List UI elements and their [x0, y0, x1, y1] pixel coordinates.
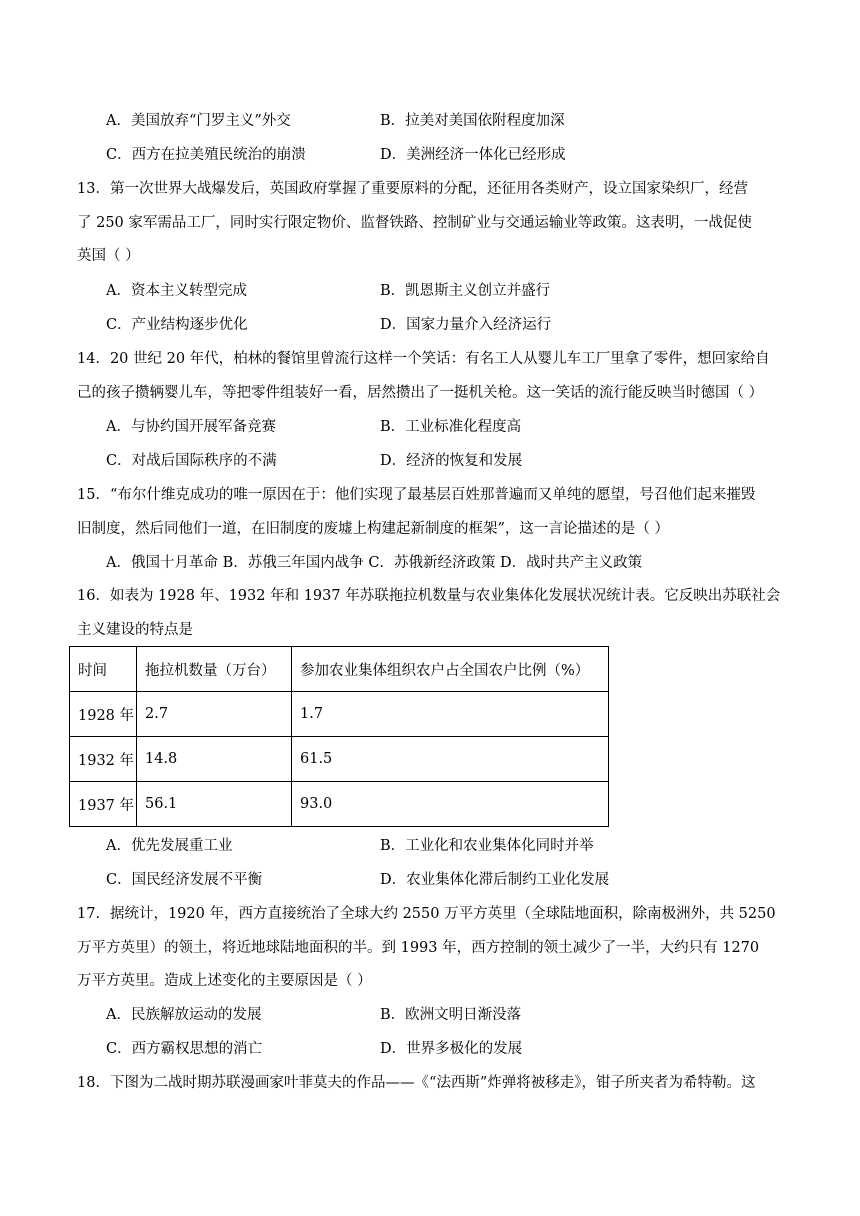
q16-option-b[interactable]: B．工业化和农业集体化同时并举: [380, 838, 594, 854]
q12-option-c[interactable]: C．西方在拉美殖民统治的崩溃: [106, 147, 306, 163]
q16-option-a[interactable]: A．优先发展重工业: [106, 838, 233, 854]
q14-stem-line-2: 己的孩子攒辆婴儿车，等把零件组装好一看，居然攒出了一挺机关枪。这一笑话的流行能反映当时德国（ ）: [77, 385, 764, 401]
q13-stem-line-1: 13．第一次世界大战爆发后，英国政府掌握了重要原料的分配，还征用各类财产，设立国家染织厂，经营: [77, 181, 748, 197]
q14-stem-line-1: 14．20 世纪 20 年代，柏林的餐馆里曾流行这样一个笑话：有名工人从婴儿车工厂里拿了零件，想回家给自: [77, 351, 770, 367]
q14-option-c[interactable]: C．对战后国际秩序的不满: [106, 453, 277, 469]
q12-option-a[interactable]: A．美国放弃“门罗主义”外交: [106, 113, 291, 129]
table-cell: 61.5: [292, 737, 609, 782]
q16-stem-line-1: 16．如表为 1928 年、1932 年和 1937 年苏联拖拉机数量与农业集体化发展状况统计表。它反映出苏联社会: [77, 588, 781, 604]
q16-stem-line-2: 主义建设的特点是: [77, 622, 193, 638]
q13-option-c[interactable]: C．产业结构逐步优化: [106, 317, 248, 333]
table-row: [70, 737, 609, 782]
table-cell: 93.0: [292, 782, 609, 827]
table-cell: 56.1: [137, 782, 292, 827]
q14-option-b[interactable]: B．工业标准化程度高: [380, 419, 522, 435]
q17-option-b[interactable]: B．欧洲文明日渐没落: [380, 1007, 522, 1023]
q14-option-d[interactable]: D．经济的恢复和发展: [380, 453, 523, 469]
table-cell: 1932 年: [70, 737, 137, 782]
q15-options[interactable]: A．俄国十月革命 B．苏俄三年国内战争 C．苏俄新经济政策 D．战时共产主义政策: [106, 555, 643, 571]
q17-stem-line-2: 万平方英里）的领土，将近地球陆地面积的半。到 1993 年，西方控制的领土减少了一半，大约只有 1270: [77, 940, 760, 956]
q16-option-c[interactable]: C．国民经济发展不平衡: [106, 872, 263, 888]
q17-stem-line-1: 17．据统计，1920 年，西方直接统治了全球大约 2550 万平方英里（全球陆地面积，除南极洲外，共 5250: [77, 906, 776, 922]
table-cell: 14.8: [137, 737, 292, 782]
q15-stem-line-1: 15．“布尔什维克成功的唯一原因在于：他们实现了最基层百姓那普遍而又单纯的愿望，号召他们起来摧毁: [77, 487, 756, 503]
q17-option-d[interactable]: D．世界多极化的发展: [380, 1041, 523, 1057]
q17-stem-line-3: 万平方英里。造成上述变化的主要原因是（ ）: [77, 973, 372, 989]
q18-stem-line-1: 18．下图为二战时期苏联漫画家叶菲莫夫的作品——《“法西斯”炸弹将被移走》，钳子所夹者为希特勒。这: [77, 1075, 756, 1091]
q12-option-d[interactable]: D．美洲经济一体化已经形成: [380, 147, 566, 163]
table-header-cell: 拖拉机数量（万台）: [137, 647, 292, 692]
table-cell: 2.7: [137, 692, 292, 737]
table-cell: 1937 年: [70, 782, 137, 827]
table-cell: 1928 年: [70, 692, 137, 737]
q17-option-a[interactable]: A．民族解放运动的发展: [106, 1007, 262, 1023]
q13-option-d[interactable]: D．国家力量介入经济运行: [380, 317, 552, 333]
q16-option-d[interactable]: D．农业集体化滞后制约工业化发展: [380, 872, 610, 888]
q13-option-b[interactable]: B．凯恩斯主义创立并盛行: [380, 283, 551, 299]
q15-stem-line-2: 旧制度，然后同他们一道，在旧制度的废墟上构建起新制度的框架”，这一言论描述的是（ ）: [77, 521, 670, 537]
table-header-cell: 参加农业集体组织农户占全国农户比例（%）: [292, 647, 609, 692]
tractor-collectivization-table: [69, 646, 609, 827]
q14-option-a[interactable]: A．与协约国开展军备竞赛: [106, 419, 276, 435]
table-cell: 1.7: [292, 692, 609, 737]
table-header-row: [70, 647, 609, 692]
table-row: [70, 782, 609, 827]
table-header-cell: 时间: [70, 647, 137, 692]
q13-stem-line-3: 英国（ ）: [77, 248, 140, 264]
q17-option-c[interactable]: C．西方霸权思想的消亡: [106, 1041, 263, 1057]
q13-stem-line-2: 了 250 家军需品工厂，同时实行限定物价、监督铁路、控制矿业与交通运输业等政策。这表明，一战促使: [77, 215, 752, 231]
table-row: [70, 692, 609, 737]
q12-option-b[interactable]: B．拉美对美国依附程度加深: [380, 113, 565, 129]
q13-option-a[interactable]: A．资本主义转型完成: [106, 283, 247, 299]
